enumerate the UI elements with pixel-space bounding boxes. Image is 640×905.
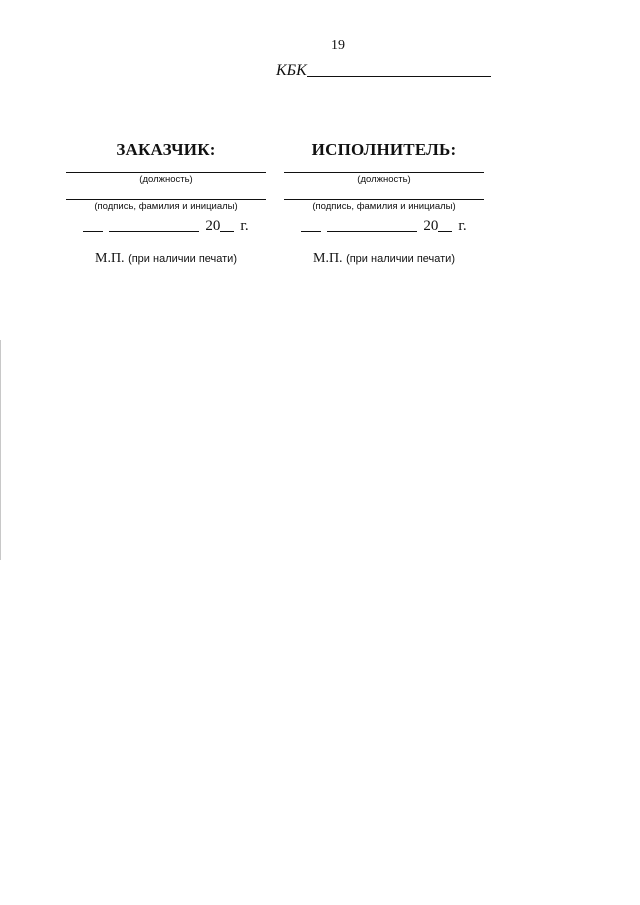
customer-title: ЗАКАЗЧИК: (116, 140, 216, 159)
contractor-position-line (284, 172, 484, 173)
contractor-title: ИСПОЛНИТЕЛЬ: (311, 140, 457, 159)
customer-block (66, 140, 266, 267)
customer-stamp-note: (при наличии печати) (128, 253, 237, 265)
customer-signature-line (66, 199, 266, 200)
customer-signature-caption: (подпись, фамилия и инициалы) (94, 201, 238, 212)
scan-edge (0, 340, 1, 560)
contractor-stamp (284, 251, 484, 267)
contractor-block (284, 140, 484, 267)
contractor-signature-caption: (подпись, фамилия и инициалы) (312, 201, 456, 212)
contractor-date-row (284, 218, 484, 235)
kbk-label: КБК (276, 62, 307, 79)
customer-year-blank (220, 231, 234, 232)
customer-date-row (66, 218, 266, 235)
customer-day-blank (83, 231, 103, 232)
kbk-blank-line (307, 76, 491, 77)
page-number: 19 (331, 38, 345, 53)
kbk-field (276, 62, 491, 80)
customer-position-caption: (должность) (139, 174, 193, 185)
contractor-year-prefix: 20 (423, 218, 439, 234)
customer-stamp (66, 251, 266, 267)
customer-month-blank (109, 231, 199, 232)
contractor-signature-line (284, 199, 484, 200)
contractor-year (423, 218, 452, 235)
customer-year-suffix: г. (240, 218, 249, 234)
contractor-year-blank (438, 231, 452, 232)
contractor-stamp-note: (при наличии печати) (346, 253, 455, 265)
contractor-position-caption: (должность) (357, 174, 411, 185)
customer-year (205, 218, 234, 235)
customer-position-line (66, 172, 266, 173)
customer-year-prefix: 20 (205, 218, 221, 234)
contractor-day-blank (301, 231, 321, 232)
contractor-stamp-label: М.П. (313, 251, 343, 266)
customer-stamp-label: М.П. (95, 251, 125, 266)
contractor-month-blank (327, 231, 417, 232)
contractor-year-suffix: г. (458, 218, 467, 234)
